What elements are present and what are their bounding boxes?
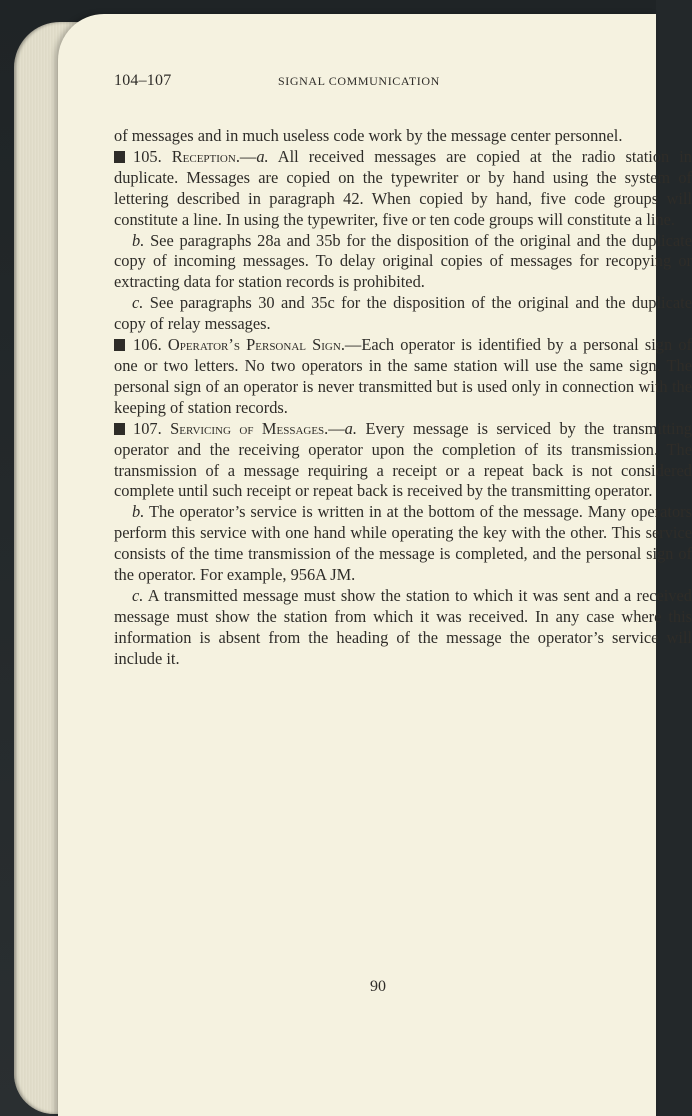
- section-107-a: [114, 419, 692, 503]
- subparagraph-text: Every message is serviced by the transmitting operator and the receiving operator upon the completion of its transmission. The transmission of a message requiring a receipt or a repeat back is not considered complete until such receipt or repeat back is received by the transmitting operator.: [114, 418, 692, 501]
- subparagraph-label: c.: [132, 585, 144, 605]
- subparagraph-text: All received messages are copied at the radio station in duplicate. Messages are copied on the typewriter or by hand using the system of lettering described in paragraph 42. When copied by hand, five code groups will constitute a line. In using the typewriter, five or ten code groups will constitute a line.: [114, 146, 692, 229]
- section-number: 107.: [133, 418, 162, 438]
- subparagraph-text: A transmitted message must show the station to which it was sent and a received message must show the station from which it was received. In any case where this information is absent from the heading of the message the operator’s service will include it.: [114, 585, 692, 668]
- section-bullet-icon: [114, 151, 125, 163]
- section-title: Reception: [171, 146, 236, 166]
- paragraph-range: 104–107: [114, 72, 172, 89]
- section-107-b: [114, 502, 692, 586]
- page-number: 90: [370, 978, 386, 995]
- subparagraph-text: See paragraphs 28a and 35b for the disposition of the original and the duplicate copy of incoming messages. To delay original copies of messages for recopying or extracting data for station records is prohibited.: [114, 230, 692, 292]
- subparagraph-label: b.: [132, 502, 145, 522]
- section-107-c: [114, 586, 692, 670]
- section-dash: .—: [235, 146, 257, 166]
- section-title: Servicing of Messages: [170, 418, 325, 438]
- running-head: [114, 72, 692, 94]
- subparagraph-label: c.: [132, 293, 144, 313]
- section-105-b: [114, 231, 692, 294]
- section-bullet-icon: [114, 423, 125, 435]
- body-text: [114, 126, 692, 670]
- continuation-paragraph: of messages and in much useless code work by the message center personnel.: [114, 126, 623, 145]
- section-text: Each operator is identified by a personal sign of one or two letters. No two operators in the same station will use the same sign. The personal sign of an operator is never transmitted but is used only in connection with the keeping of station records.: [114, 335, 692, 417]
- section-bullet-icon: [114, 339, 125, 351]
- book-page: [58, 14, 692, 1116]
- section-dash: .—: [340, 335, 362, 355]
- subparagraph-text: The operator’s service is written in at the bottom of the message. Many operators perform this service with one hand while operating the key with the other. This service consists of the time transmission of the message is completed, and the personal sign of the operator. For example, 956A JM.: [114, 502, 692, 585]
- subparagraph-label: a.: [256, 146, 269, 166]
- running-title: SIGNAL COMMUNICATION: [278, 74, 440, 88]
- section-dash: .—: [324, 418, 345, 438]
- section-title: Operator’s Personal Sign: [167, 335, 341, 355]
- subparagraph-label: a.: [344, 418, 357, 438]
- subparagraph-text: See paragraphs 30 and 35c for the disposition of the original and the duplicate copy of relay messages.: [114, 293, 692, 334]
- section-106: [114, 335, 692, 419]
- section-number: 105.: [133, 146, 162, 166]
- section-105-c: [114, 293, 692, 335]
- subparagraph-label: b.: [132, 230, 145, 250]
- section-number: 106.: [133, 335, 162, 355]
- section-105-a: [114, 147, 692, 231]
